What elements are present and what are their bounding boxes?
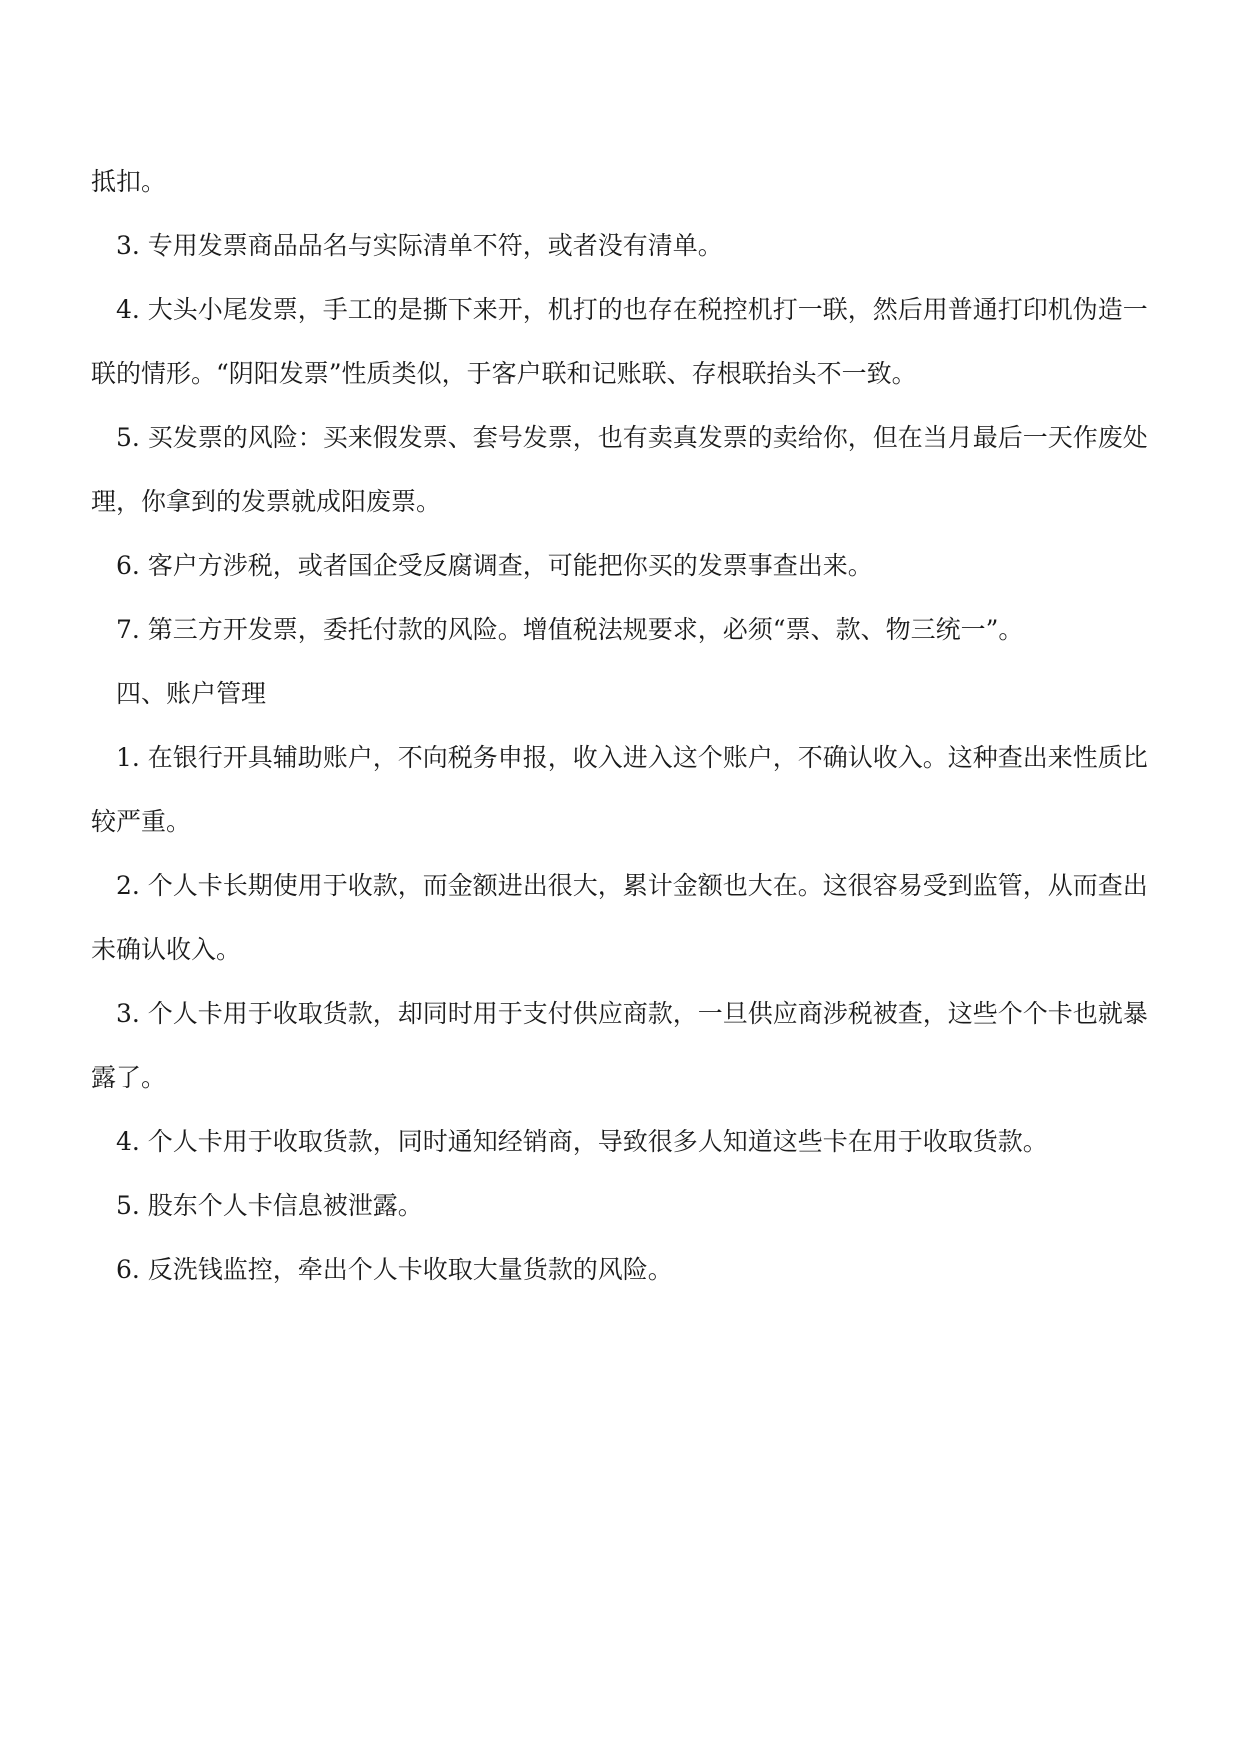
paragraph-continuation: 抵扣。 bbox=[91, 167, 167, 196]
paragraph-item-account-2: 2. 个人卡长期使用于收款，而金额进出很大，累计金额也大在。这很容易受到监管，从而查出未确认收入。 bbox=[91, 871, 1148, 964]
paragraph-item-invoice-6: 6. 客户方涉税，或者国企受反腐调查，可能把你买的发票事查出来。 bbox=[116, 551, 873, 580]
section-heading-account-management: 四、账户管理 bbox=[116, 679, 267, 708]
paragraph-item-account-3: 3. 个人卡用于收取货款，却同时用于支付供应商款，一旦供应商涉税被查，这些个个卡也就暴露了。 bbox=[91, 999, 1148, 1092]
document-body bbox=[91, 150, 1151, 1302]
paragraph-item-invoice-7: 7. 第三方开发票，委托付款的风险。增值税法规要求，必须“票、款、物三统一”。 bbox=[116, 615, 1024, 644]
paragraph-item-account-6: 6. 反洗钱监控，牵出个人卡收取大量货款的风险。 bbox=[116, 1255, 673, 1284]
paragraph-item-invoice-5: 5. 买发票的风险：买来假发票、套号发票，也有卖真发票的卖给你，但在当月最后一天作废处理，你拿到的发票就成阳废票。 bbox=[91, 423, 1148, 516]
paragraph-item-invoice-4: 4. 大头小尾发票，手工的是撕下来开，机打的也存在税控机打一联，然后用普通打印机伪造一联的情形。“阴阳发票”性质类似，于客户联和记账联、存根联抬头不一致。 bbox=[91, 295, 1148, 388]
paragraph-item-invoice-3: 3. 专用发票商品品名与实际清单不符，或者没有清单。 bbox=[116, 231, 723, 260]
paragraph-item-account-4: 4. 个人卡用于收取货款，同时通知经销商，导致很多人知道这些卡在用于收取货款。 bbox=[116, 1127, 1048, 1156]
paragraph-item-account-1: 1. 在银行开具辅助账户，不向税务申报，收入进入这个账户，不确认收入。这种查出来性质比较严重。 bbox=[91, 743, 1148, 836]
paragraph-item-account-5: 5. 股东个人卡信息被泄露。 bbox=[116, 1191, 423, 1220]
